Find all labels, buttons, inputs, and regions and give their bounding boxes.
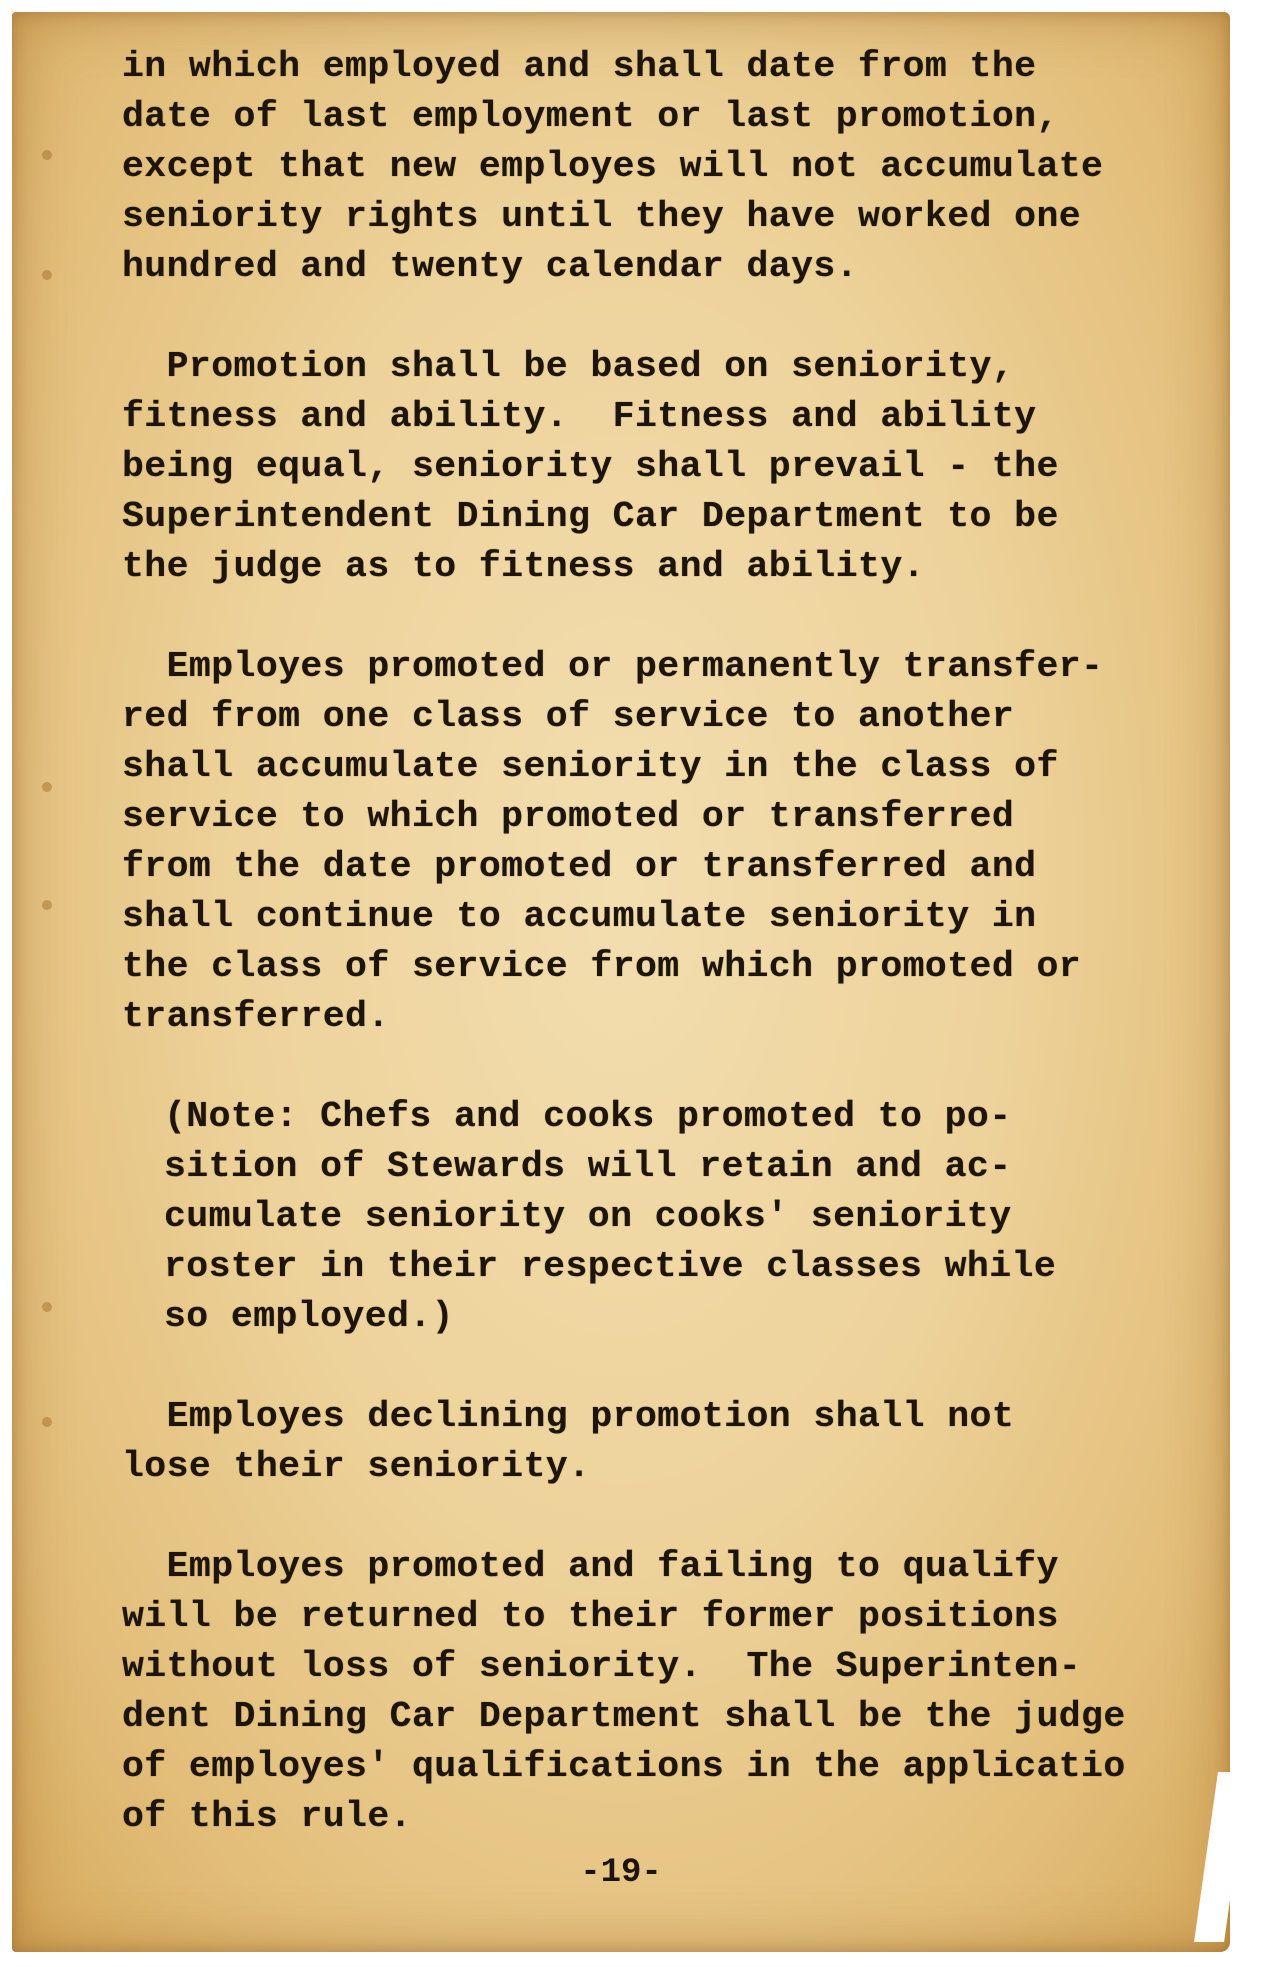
text-line: of employes' qualifications in the applicatio — [122, 1746, 1126, 1787]
text-line: Employes promoted or permanently transfer- — [122, 646, 1104, 687]
paragraph — [122, 342, 1242, 592]
binder-hole — [42, 1302, 52, 1312]
text-line: the class of service from which promoted or — [122, 946, 1082, 987]
paragraph — [122, 42, 1242, 292]
text-line: red from one class of service to another — [122, 696, 1015, 737]
text-line: so employed.) — [164, 1296, 454, 1337]
binder-hole — [42, 1417, 52, 1427]
text-line: service to which promoted or transferred — [122, 796, 1015, 837]
text-line: date of last employment or last promotion, — [122, 96, 1059, 137]
text-line: from the date promoted or transferred and — [122, 846, 1037, 887]
text-line: sition of Stewards will retain and ac- — [164, 1146, 1012, 1187]
text-line: lose their seniority. — [122, 1446, 591, 1487]
binder-hole — [42, 270, 52, 280]
text-line: transferred. — [122, 996, 390, 1037]
binder-hole — [42, 900, 52, 910]
text-line: seniority rights until they have worked one — [122, 196, 1082, 237]
text-line: of this rule. — [122, 1796, 412, 1837]
note-paragraph — [164, 1092, 1242, 1342]
paragraph — [122, 1542, 1242, 1842]
text-line: (Note: Chefs and cooks promoted to po- — [164, 1096, 1012, 1137]
text-line: hundred and twenty calendar days. — [122, 246, 859, 287]
text-line: the judge as to fitness and ability. — [122, 546, 925, 587]
typed-text-body — [122, 42, 1242, 1892]
text-line: shall accumulate seniority in the class of — [122, 746, 1059, 787]
paragraph — [122, 1392, 1242, 1492]
text-line: cumulate seniority on cooks' seniority — [164, 1196, 1012, 1237]
binder-hole — [42, 150, 52, 160]
text-line: Superintendent Dining Car Department to be — [122, 496, 1059, 537]
text-line: being equal, seniority shall prevail - the — [122, 446, 1059, 487]
binder-hole — [42, 782, 52, 792]
text-line: dent Dining Car Department shall be the judge — [122, 1696, 1126, 1737]
text-line: Promotion shall be based on seniority, — [122, 346, 1015, 387]
paragraph — [122, 642, 1242, 1042]
text-line: in which employed and shall date from the — [122, 46, 1037, 87]
document-page — [12, 12, 1230, 1952]
text-line: shall continue to accumulate seniority in — [122, 896, 1037, 937]
text-line: Employes promoted and failing to qualify — [122, 1546, 1059, 1587]
text-line: will be returned to their former positions — [122, 1596, 1059, 1637]
text-line: except that new employes will not accumulate — [122, 146, 1104, 187]
text-line: fitness and ability. Fitness and ability — [122, 396, 1037, 437]
text-line: Employes declining promotion shall not — [122, 1396, 1015, 1437]
text-line: roster in their respective classes while — [164, 1246, 1057, 1287]
text-line: without loss of seniority. The Superinten- — [122, 1646, 1082, 1687]
page-number: -19- — [580, 1854, 662, 1892]
